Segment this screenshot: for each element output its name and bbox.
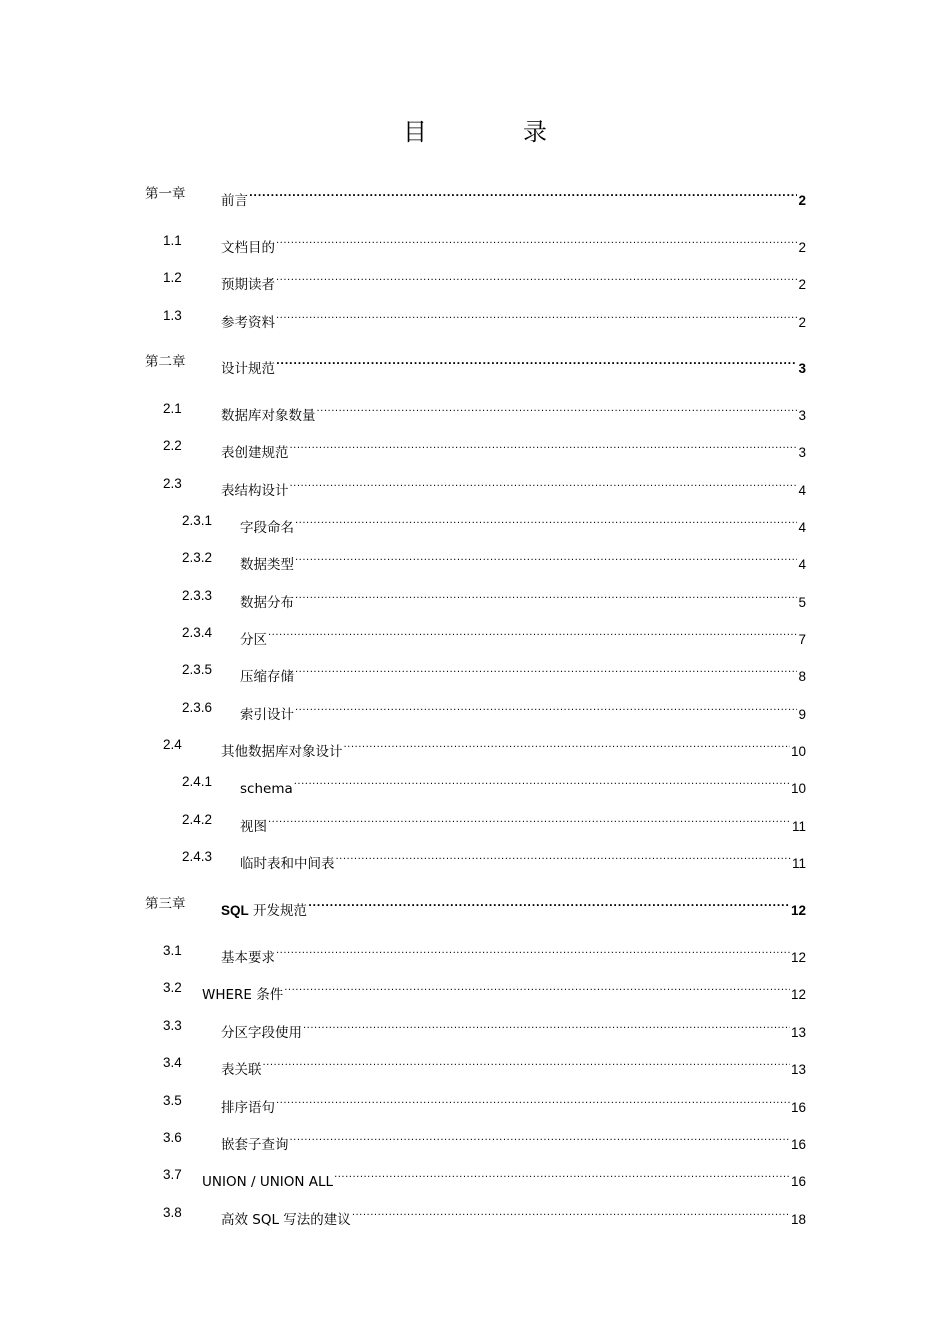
toc-entry-number: 2.4.1 xyxy=(182,774,213,789)
toc-entry[interactable] xyxy=(163,230,806,256)
toc-entry-number: 3.3 xyxy=(163,1018,182,1033)
toc-dot-leader xyxy=(249,183,797,205)
toc-entry-number: 3.4 xyxy=(163,1055,182,1070)
toc-entry[interactable] xyxy=(163,1052,806,1078)
toc-dot-leader xyxy=(290,473,798,495)
toc-entry-page: 10 xyxy=(790,781,806,796)
toc-entry[interactable] xyxy=(145,351,806,377)
toc-dot-leader xyxy=(294,771,790,793)
toc-entry-title: 前言 xyxy=(221,193,248,209)
toc-entry-number: 2.3.6 xyxy=(182,700,213,715)
toc-dot-leader xyxy=(276,267,797,289)
toc-dot-leader xyxy=(334,1164,790,1186)
toc-entry-page: 13 xyxy=(790,1025,806,1040)
toc-entry-title: 压缩存储 xyxy=(240,669,294,685)
toc-entry-page: 5 xyxy=(798,595,806,610)
toc-entry-title: 数据库对象数量 xyxy=(221,408,316,424)
toc-entry-page: 11 xyxy=(791,856,806,871)
toc-entry-title: 预期读者 xyxy=(221,277,275,293)
toc-entry-number: 2.3 xyxy=(163,476,182,491)
toc-entry[interactable] xyxy=(163,398,806,424)
toc-entry[interactable] xyxy=(163,267,806,293)
toc-entry-page: 4 xyxy=(798,483,806,498)
toc-entry-number: 2.2 xyxy=(163,438,182,453)
toc-entry[interactable] xyxy=(182,809,806,835)
toc-entry-title: 表创建规范 xyxy=(221,445,289,461)
toc-dot-leader xyxy=(276,305,797,327)
toc-entry-page: 3 xyxy=(798,361,806,376)
toc-entry[interactable] xyxy=(163,1164,806,1190)
toc-dot-leader xyxy=(284,977,790,999)
toc-entry[interactable] xyxy=(182,846,806,872)
toc-entry[interactable] xyxy=(182,697,806,723)
toc-entry-page: 3 xyxy=(798,408,806,423)
toc-dot-leader xyxy=(276,230,797,252)
toc-entry-title: 表关联 xyxy=(221,1062,262,1078)
toc-entry[interactable] xyxy=(163,734,806,760)
toc-dot-leader xyxy=(317,398,798,420)
toc-entry-number: 2.3.1 xyxy=(182,513,213,528)
toc-entry-number: 2.4.3 xyxy=(182,849,213,864)
page-title: 目 录 xyxy=(403,118,583,146)
toc-entry[interactable] xyxy=(163,1090,806,1116)
toc-entry-page: 18 xyxy=(790,1212,806,1227)
toc-entry-number: 3.2 xyxy=(163,980,182,995)
toc-entry[interactable] xyxy=(182,622,806,648)
toc-entry-title: 排序语句 xyxy=(221,1100,275,1116)
toc-entry[interactable] xyxy=(145,183,806,209)
toc-entry-page: 13 xyxy=(790,1062,806,1077)
toc-dot-leader xyxy=(263,1052,790,1074)
toc-entry[interactable] xyxy=(182,510,806,536)
toc-entry-title: 临时表和中间表 xyxy=(240,856,335,872)
toc-entry-number: 2.1 xyxy=(163,401,182,416)
toc-entry-number: 2.3.2 xyxy=(182,550,213,565)
toc-entry-title: 设计规范 xyxy=(221,361,275,377)
toc-entry-number: 2.4.2 xyxy=(182,812,213,827)
toc-entry-page: 16 xyxy=(790,1100,806,1115)
toc-dot-leader xyxy=(352,1202,790,1224)
toc-entry-page: 2 xyxy=(798,277,806,292)
toc-entry-title: 参考资料 xyxy=(221,315,275,331)
toc-dot-leader xyxy=(295,585,797,607)
toc-entry-page: 8 xyxy=(798,669,806,684)
toc-entry-title: WHERE 条件 xyxy=(202,987,284,1003)
toc-dot-leader xyxy=(336,846,791,868)
toc-entry-title: 数据分布 xyxy=(240,595,294,611)
toc-entry-number: 3.5 xyxy=(163,1093,182,1108)
toc-entry-title: 高效 SQL 写法的建议 xyxy=(221,1212,351,1228)
toc-entry[interactable] xyxy=(182,771,806,797)
toc-dot-leader xyxy=(303,1015,790,1037)
toc-entry-title: 分区 xyxy=(240,632,267,648)
toc-entry-page: 12 xyxy=(790,950,806,965)
toc-dot-leader xyxy=(276,351,797,373)
toc-entry-page: 11 xyxy=(791,819,806,834)
toc-entry-number: 第一章 xyxy=(145,186,186,202)
toc-entry-page: 16 xyxy=(790,1137,806,1152)
toc-entry-page: 4 xyxy=(798,520,806,535)
toc-entry[interactable] xyxy=(182,547,806,573)
toc-entry-title: SQL 开发规范 xyxy=(221,903,308,919)
toc-entry[interactable] xyxy=(163,305,806,331)
toc-entry-title: 分区字段使用 xyxy=(221,1025,302,1041)
toc-dot-leader xyxy=(295,659,797,681)
toc-entry-title: 数据类型 xyxy=(240,557,294,573)
toc-entry[interactable] xyxy=(163,473,806,499)
toc-dot-leader xyxy=(268,622,797,644)
toc-entry-page: 4 xyxy=(798,557,806,572)
toc-dot-leader xyxy=(295,547,797,569)
toc-entry[interactable] xyxy=(163,1202,806,1228)
toc-dot-leader xyxy=(295,510,797,532)
toc-entry-page: 2 xyxy=(798,193,806,208)
toc-entry[interactable] xyxy=(163,1127,806,1153)
toc-entry-number: 1.1 xyxy=(163,233,182,248)
toc-entry-title: 嵌套子查询 xyxy=(221,1137,289,1153)
toc-entry-number: 第二章 xyxy=(145,354,186,370)
toc-dot-leader xyxy=(308,893,790,915)
toc-entry-title: schema xyxy=(240,781,293,797)
toc-entry-number: 2.4 xyxy=(163,737,182,752)
toc-entry[interactable] xyxy=(163,435,806,461)
toc-entry-page: 12 xyxy=(790,987,806,1002)
toc-entry[interactable] xyxy=(163,977,806,1003)
toc-entry-number: 3.8 xyxy=(163,1205,182,1220)
toc-entry-page: 12 xyxy=(790,903,806,918)
toc-dot-leader xyxy=(276,940,790,962)
toc-entry-number: 3.1 xyxy=(163,943,182,958)
toc-entry-title: UNION / UNION ALL xyxy=(202,1174,334,1190)
toc-entry-title: 索引设计 xyxy=(240,707,294,723)
toc-entry-number: 1.3 xyxy=(163,308,182,323)
toc-entry[interactable] xyxy=(145,893,806,919)
toc-entry-number: 2.3.5 xyxy=(182,662,213,677)
toc-entry-number: 3.6 xyxy=(163,1130,182,1145)
toc-entry-title: 其他数据库对象设计 xyxy=(221,744,343,760)
toc-entry[interactable] xyxy=(182,659,806,685)
toc-entry-page: 10 xyxy=(790,744,806,759)
toc-entry-title: 文档目的 xyxy=(221,240,275,256)
toc-entry-page: 3 xyxy=(798,445,806,460)
toc-dot-leader xyxy=(290,1127,790,1149)
toc-entry-page: 2 xyxy=(798,240,806,255)
toc-dot-leader xyxy=(276,1090,790,1112)
toc-entry-title: 字段命名 xyxy=(240,520,294,536)
toc-entry-page: 16 xyxy=(790,1174,806,1189)
toc-dot-leader xyxy=(268,809,791,831)
toc-entry-number: 2.3.4 xyxy=(182,625,213,640)
toc-entry[interactable] xyxy=(182,585,806,611)
toc-entry-page: 9 xyxy=(798,707,806,722)
toc-entry-number: 第三章 xyxy=(145,896,186,912)
toc-dot-leader xyxy=(295,697,797,719)
toc-entry[interactable] xyxy=(163,940,806,966)
toc-entry-number: 1.2 xyxy=(163,270,182,285)
toc-entry-title: 表结构设计 xyxy=(221,483,289,499)
toc-dot-leader xyxy=(290,435,798,457)
toc-entry-page: 2 xyxy=(798,315,806,330)
toc-entry-title: 视图 xyxy=(240,819,267,835)
toc-entry-number: 2.3.3 xyxy=(182,588,213,603)
toc-entry-number: 3.7 xyxy=(163,1167,182,1182)
toc-dot-leader xyxy=(344,734,790,756)
toc-entry[interactable] xyxy=(163,1015,806,1041)
toc-entry-title: 基本要求 xyxy=(221,950,275,966)
toc-entry-page: 7 xyxy=(798,632,806,647)
